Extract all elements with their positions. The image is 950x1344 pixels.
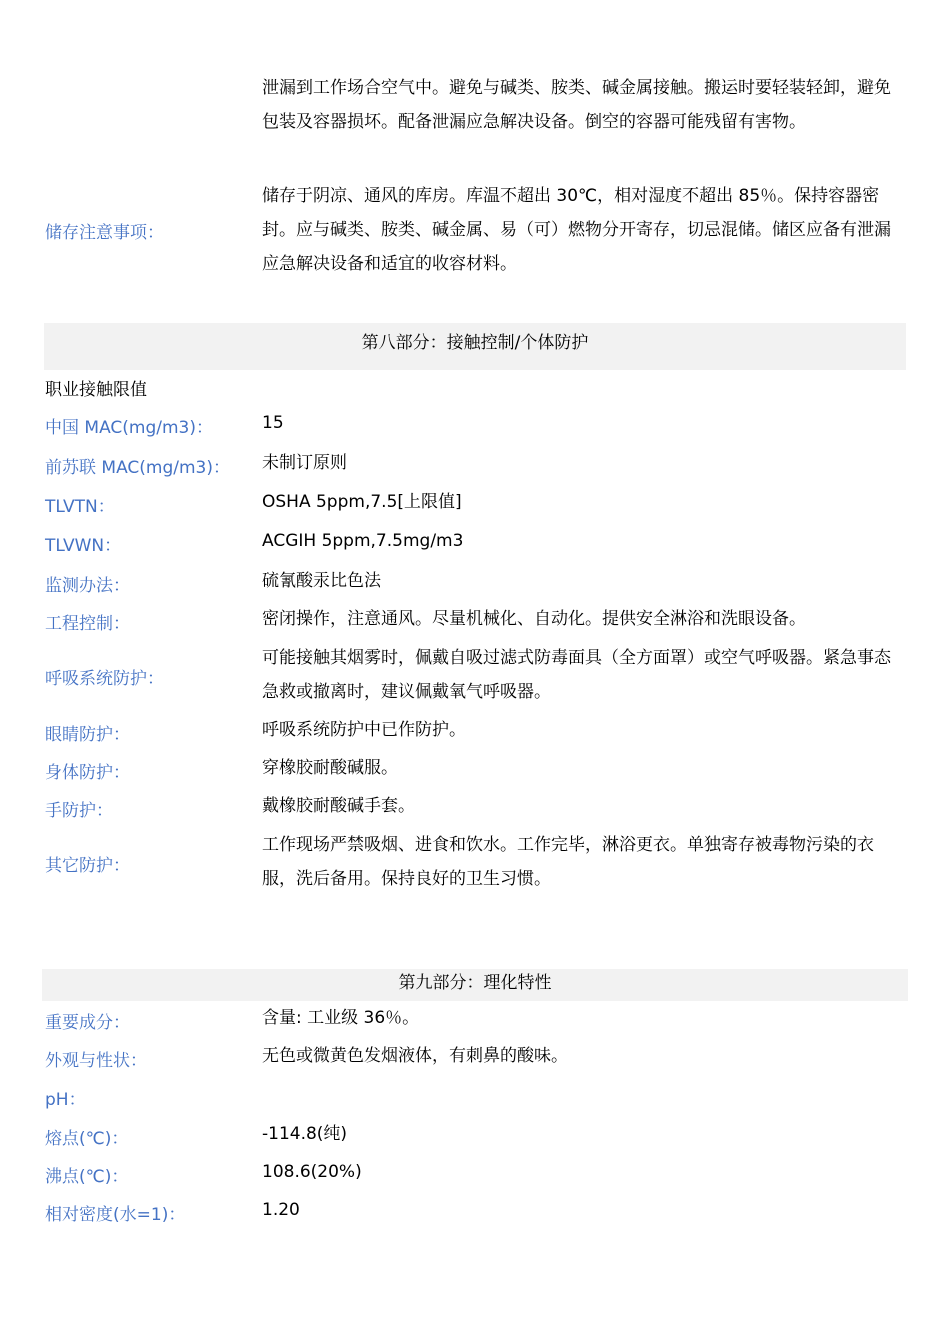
tlvwn-label: TLVWN：	[45, 536, 122, 556]
storage-label: 储存注意事项：	[45, 223, 164, 243]
melting-point-label: 熔点(℃)：	[45, 1129, 129, 1149]
tlvtn-value: OSHA 5ppm,7.5[上限值]	[262, 492, 462, 512]
engineering-control-label: 工程控制：	[45, 614, 130, 634]
tlvwn-value: ACGIH 5ppm,7.5mg/m3	[262, 531, 464, 551]
section8-title: 第八部分：接触控制/个体防护	[44, 323, 906, 370]
china-mac-label: 中国 MAC(mg/m3)：	[45, 418, 213, 438]
eye-protection-label: 眼睛防护：	[45, 725, 130, 745]
main-component-value: 含量: 工业级 36％。	[262, 1008, 420, 1028]
body-protection-value: 穿橡胶耐酸碱服。	[262, 758, 398, 778]
storage-text: 储存于阴凉、通风的库房。库温不超出 30℃，相对湿度不超出 85％。保持容器密封。应与碱类、胺类、碱金属、易（可）燃物分开寄存，切忌混储。储区应备有泄漏应急解决设备和适宜的收容材料。	[262, 186, 891, 274]
appearance-label: 外观与性状：	[45, 1051, 147, 1071]
leak-handling-text: 泄漏到工作场合空气中。避免与碱类、胺类、碱金属接触。搬运时要轻装轻卸，避免包装及容器损坏。配备泄漏应急解决设备。倒空的容器可能残留有害物。	[262, 78, 891, 132]
boiling-point-label: 沸点(℃)：	[45, 1167, 129, 1187]
hand-protection-value: 戴橡胶耐酸碱手套。	[262, 796, 415, 816]
relative-density-value: 1.20	[262, 1200, 300, 1220]
tlvtn-label: TLVTN：	[45, 497, 115, 517]
monitoring-value: 硫氰酸汞比色法	[262, 571, 381, 591]
ph-label: pH：	[45, 1090, 86, 1110]
section8-subheading: 职业接触限值	[45, 380, 147, 400]
ussr-mac-label: 前苏联 MAC(mg/m3)：	[45, 458, 230, 478]
melting-point-value: -114.8(纯)	[262, 1124, 348, 1144]
eye-protection-value: 呼吸系统防护中已作防护。	[262, 720, 466, 740]
respiratory-protection-value: 可能接触其烟雾时，佩戴自吸过滤式防毒面具（全方面罩）或空气呼吸器。紧急事态急救或撤离时，建议佩戴氧气呼吸器。	[262, 648, 891, 702]
hand-protection-label: 手防护：	[45, 801, 113, 821]
other-protection-label: 其它防护：	[45, 856, 130, 876]
relative-density-label: 相对密度(水=1)：	[45, 1205, 186, 1225]
engineering-control-value: 密闭操作，注意通风。尽量机械化、自动化。提供安全淋浴和洗眼设备。	[262, 609, 806, 629]
appearance-value: 无色或微黄色发烟液体，有刺鼻的酸味。	[262, 1046, 568, 1066]
china-mac-value: 15	[262, 413, 284, 433]
ussr-mac-value: 未制订原则	[262, 453, 347, 473]
section9-title: 第九部分：理化特性	[42, 969, 908, 1001]
boiling-point-value: 108.6(20%)	[262, 1162, 362, 1182]
other-protection-value: 工作现场严禁吸烟、进食和饮水。工作完毕，淋浴更衣。单独寄存被毒物污染的衣服，洗后备用。保持良好的卫生习惯。	[262, 835, 874, 889]
respiratory-protection-label: 呼吸系统防护：	[45, 669, 164, 689]
body-protection-label: 身体防护：	[45, 763, 130, 783]
monitoring-label: 监测办法：	[45, 576, 130, 596]
main-component-label: 重要成分：	[45, 1013, 130, 1033]
